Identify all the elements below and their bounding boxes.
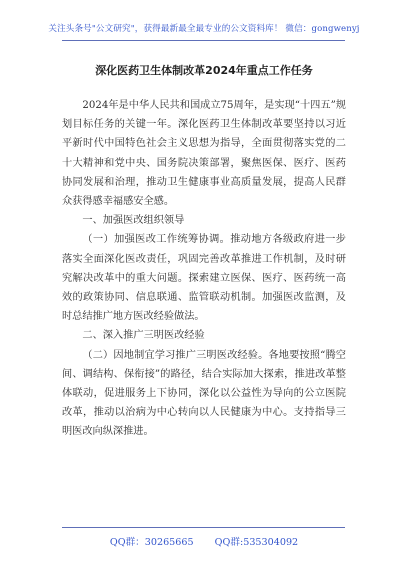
section-1-item-1: （一）加强医改工作统筹协调。推动地方各级政府进一步落实全面深化医改责任，巩固完善改革推进工作机制，及时研究解决改革中的重大问题。探索建立医保、医疗、医药统一高效的政策协同、信息联通、监管联动机制。加强医改监测，及时总结推广地方医改经验做法。: [62, 234, 346, 323]
header-banner: 关注头条号"公文研究"，获得最新最全最专业的公文资料库！ 微信：gongwenyj: [48, 24, 360, 34]
footer-qq-group-1: QQ群：30265665: [109, 537, 194, 548]
footer-qq-group-2: QQ群:535304092: [214, 537, 299, 548]
header-divider: [62, 40, 345, 41]
section-heading-1: 一、加强医改组织领导: [82, 215, 185, 227]
footer: [0, 534, 408, 548]
section-2-item-2: （二）因地制宜学习推广三明医改经验。各地要按照“腾空间、调结构、保衔接”的路径，结合实际加大探索，推进改革整体联动，促进服务上下协同，深化以公益性为导向的公立医院改革，推动以治病为中心转向以人民健康为中心。支持指导三明医改向纵深推进。: [62, 349, 346, 438]
footer-divider: [62, 527, 345, 528]
document-body: [62, 96, 346, 442]
document-title: 深化医药卫生体制改革2024年重点工作任务: [95, 64, 313, 77]
section-heading-2: 二、深入推广三明医改经验: [82, 330, 205, 342]
intro-paragraph: 2024年是中华人民共和国成立75周年，是实现“十四五”规划目标任务的关键一年。深化医药卫生体制改革要坚持以习近平新时代中国特色社会主义思想为指导，全面贯彻落实党的二十大精神和党中央、国务院决策部署，聚焦医保、医疗、医药协同发展和治理，推动卫生健康事业高质量发展，提高人民群众获得感幸福感安全感。: [62, 100, 346, 208]
